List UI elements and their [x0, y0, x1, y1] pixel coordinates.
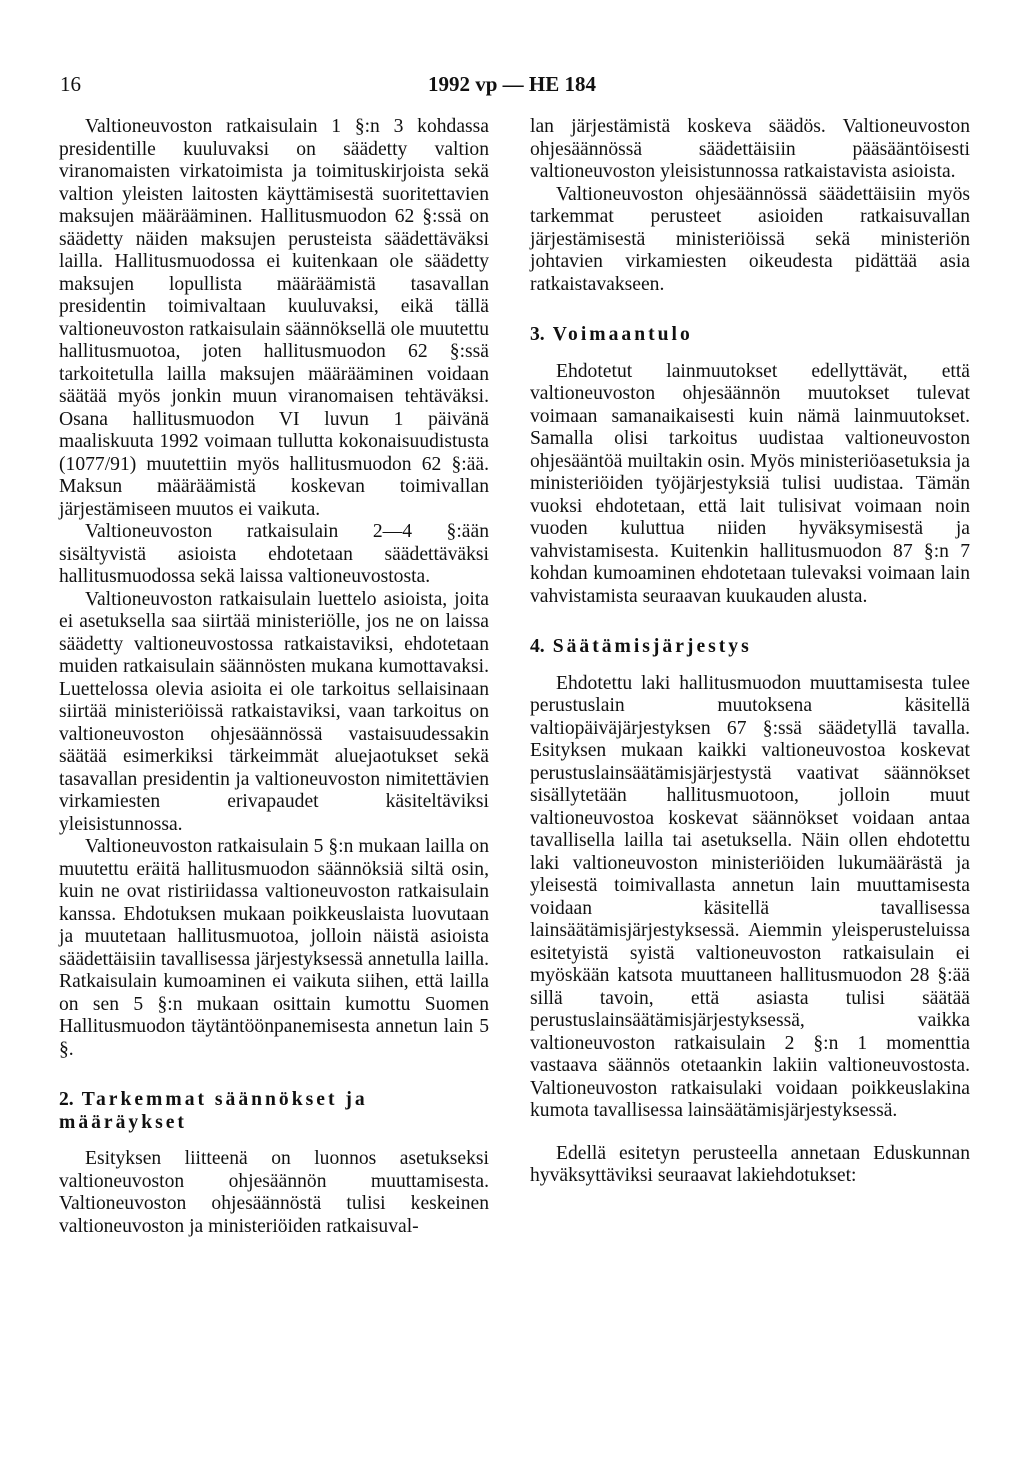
paragraph: Valtioneuvoston ratkaisulain 5 §:n mukaan lailla on muutettu eräitä hallitusmuodon säännöksiä siltä osin, kuin ne ovat ristiriidassa valtioneuvoston ratkaisulain kanssa. Ehdotuksen mukaan poikkeuslaista luovutaan ja muutetaan hallitusmuotoa, jolloin näistä asioista säädettäisiin tavallisessa järjestyksessä annetulla lailla. Ratkaisulain kumoaminen ei vaikuta siihen, että lailla on sen 5 §:n mukaan osittain kumottu Suomen Hallitusmuodon täytäntöönpanemisesta annetun lain 5 §. — [59, 836, 489, 1060]
paragraph: Ehdotetut lainmuutokset edellyttävät, että valtioneuvoston ohjesäännön muutokset tulevat voimaan samanaikaisesti kuin nämä lainmuutokset. Samalla olisi tarkoitus uudistaa valtioneuvoston ohjesääntöä muiltakin osin. Myös ministeriöasetuksia ja ministeriöiden työjärjestyksiä tulisi uudistaa. Tämän vuoksi ehdotetaan, että lait tulisivat voimaan noin vuoden kuluttua niiden hyväksymisestä ja vahvistamisesta. Kuitenkin hallitusmuodon 87 §:n 7 kohdan kumoaminen ehdotetaan tulevaksi voimaan lain vahvistamista seuraavan kuukauden alusta. — [530, 360, 970, 607]
page-header — [0, 72, 1024, 102]
paragraph: Valtioneuvoston ohjesäännössä säädettäisiin myös tarkemmat perusteet asioiden ratkaisuvallan järjestämisestä ministeriöissä sekä ministeriön johtavien virkamiesten oikeudesta pidättää asia ratkaistavakseen. — [530, 183, 970, 295]
paragraph: Edellä esitetyn perusteella annetaan Eduskunnan hyväksyttäviksi seuraavat lakiehdotukset: — [530, 1142, 970, 1186]
section-number: 4. — [530, 636, 545, 657]
page-number: 16 — [60, 72, 81, 96]
paragraph: Ehdotettu laki hallitusmuodon muuttamisesta tulee perustuslain muutoksena käsitellä valtiopäiväjärjestyksen 67 §:ssä säädetyllä tavalla. Esityksen mukaan kaikki valtioneuvostoa koskevat perustuslainsäätämisjärjestystä vaativat säännökset sisällytetään hallitusmuotoon, jolloin muut valtioneuvostoa koskevat säännökset voidaan antaa tavallisella lailla tai asetuksella. Näin ollen ehdotettu laki valtioneuvoston ministeriöiden lukumäärästä ja yleisestä toimivallasta annetun lain muuttamisesta voidaan käsitellä tavallisessa lainsäätämisjärjestyksessä. Aiemmin yleisperusteluissa esitetyistä syistä valtioneuvoston ratkaisulain ei myöskään katsota muuttaneen hallitusmuodon 28 §:ää sillä tavoin, että asiasta tulisi säätää perustuslainsäätämisjärjestyksessä, vaikka valtioneuvoston ratkaisulain 2 §:n 1 momenttia vastaava säännös otetaankin lakiin valtioneuvostosta. Valtioneuvoston ratkaisulaki voidaan poikkeuslakina kumota tavallisessa lainsäätämisjärjestyksessä. — [530, 672, 970, 1121]
paragraph: Valtioneuvoston ratkaisulain 2—4 §:ään sisältyvistä asioista ehdotetaan säädettäväksi hallitusmuodossa sekä laissa valtioneuvostosta. — [59, 521, 489, 587]
running-title: 1992 vp — HE 184 — [427, 72, 597, 96]
section-title: Tarkemmat säännökset ja määräykset — [59, 1089, 368, 1133]
paragraph: Esityksen liitteenä on luonnos asetukseksi valtioneuvoston ohjesäännön muuttamisesta. Valtioneuvoston ohjesäännöstä tulisi keskeinen valtioneuvoston ja ministeriöiden ratkaisuval- — [59, 1148, 489, 1237]
section-title: Voimaantulo — [552, 324, 693, 345]
left-column — [59, 116, 489, 1238]
section-title: Säätämisjärjestys — [552, 636, 752, 657]
section-heading-2 — [59, 1089, 489, 1134]
paragraph: lan järjestämistä koskeva säädös. Valtioneuvoston ohjesäännössä säädettäisiin pääsääntöisesti valtioneuvoston yleisistunnossa ratkaistavista asioista. — [530, 116, 970, 182]
paragraph: Valtioneuvoston ratkaisulain 1 §:n 3 kohdassa presidentille kuuluvaksi on säädetty valtion viranomaisten virkatoimista ja toimituskirjoista sekä valtion yleisten laitosten käyttämisestä suoritettavien maksujen määrääminen. Hallitusmuodon 62 §:ssä on säädetty näiden maksujen perusteista säädettäväksi lailla. Hallitusmuodossa ei kuitenkaan ole säädetty maksujen lopullista määräämistä tasavallan presidentin toimivaltaan kuuluvaksi, eikä tällä valtioneuvoston ratkaisulain säännöksellä ole muutettu hallitusmuotoa, joten hallitusmuodon 62 §:ssä tarkoitetulla lailla maksujen määrääminen voidaan säätää myös jonkin muun viranomaisen tehtäväksi. Osana hallitusmuodon VI luvun 1 päivänä maaliskuuta 1992 voimaan tullutta kokonaisuudistusta (1077/91) muutettiin myös hallitusmuodon 62 §:ää. Maksun määräämistä koskevan toimivallan järjestämiseen muutos ei vaikuta. — [59, 116, 489, 520]
spacer — [530, 1123, 970, 1143]
section-heading-3 — [530, 324, 970, 347]
section-number: 3. — [530, 324, 545, 345]
right-column — [530, 116, 970, 1188]
paragraph: Valtioneuvoston ratkaisulain luettelo asioista, joita ei asetuksella saa siirtää ministeriölle, jos ne on laissa säädetty valtioneuvostossa ratkaistaviksi, ehdotetaan muiden ratkaisulain säännösten mukana kumottavaksi. Luettelossa olevia asioita ei ole tarkoitus sellaisinaan siirtää ministeriöissä ratkaistaviksi, vaan tarkoitus on valtioneuvoston ohjesäännössä vastaisuudessakin säätää esimerkiksi tärkeimmät aluejaotukset sekä tasavallan presidentin ja valtioneuvoston nimitettävien virkamiesten erivapaudet käsiteltäviksi yleisistunnossa. — [59, 588, 489, 835]
section-number: 2. — [59, 1089, 74, 1110]
section-heading-4 — [530, 636, 970, 659]
